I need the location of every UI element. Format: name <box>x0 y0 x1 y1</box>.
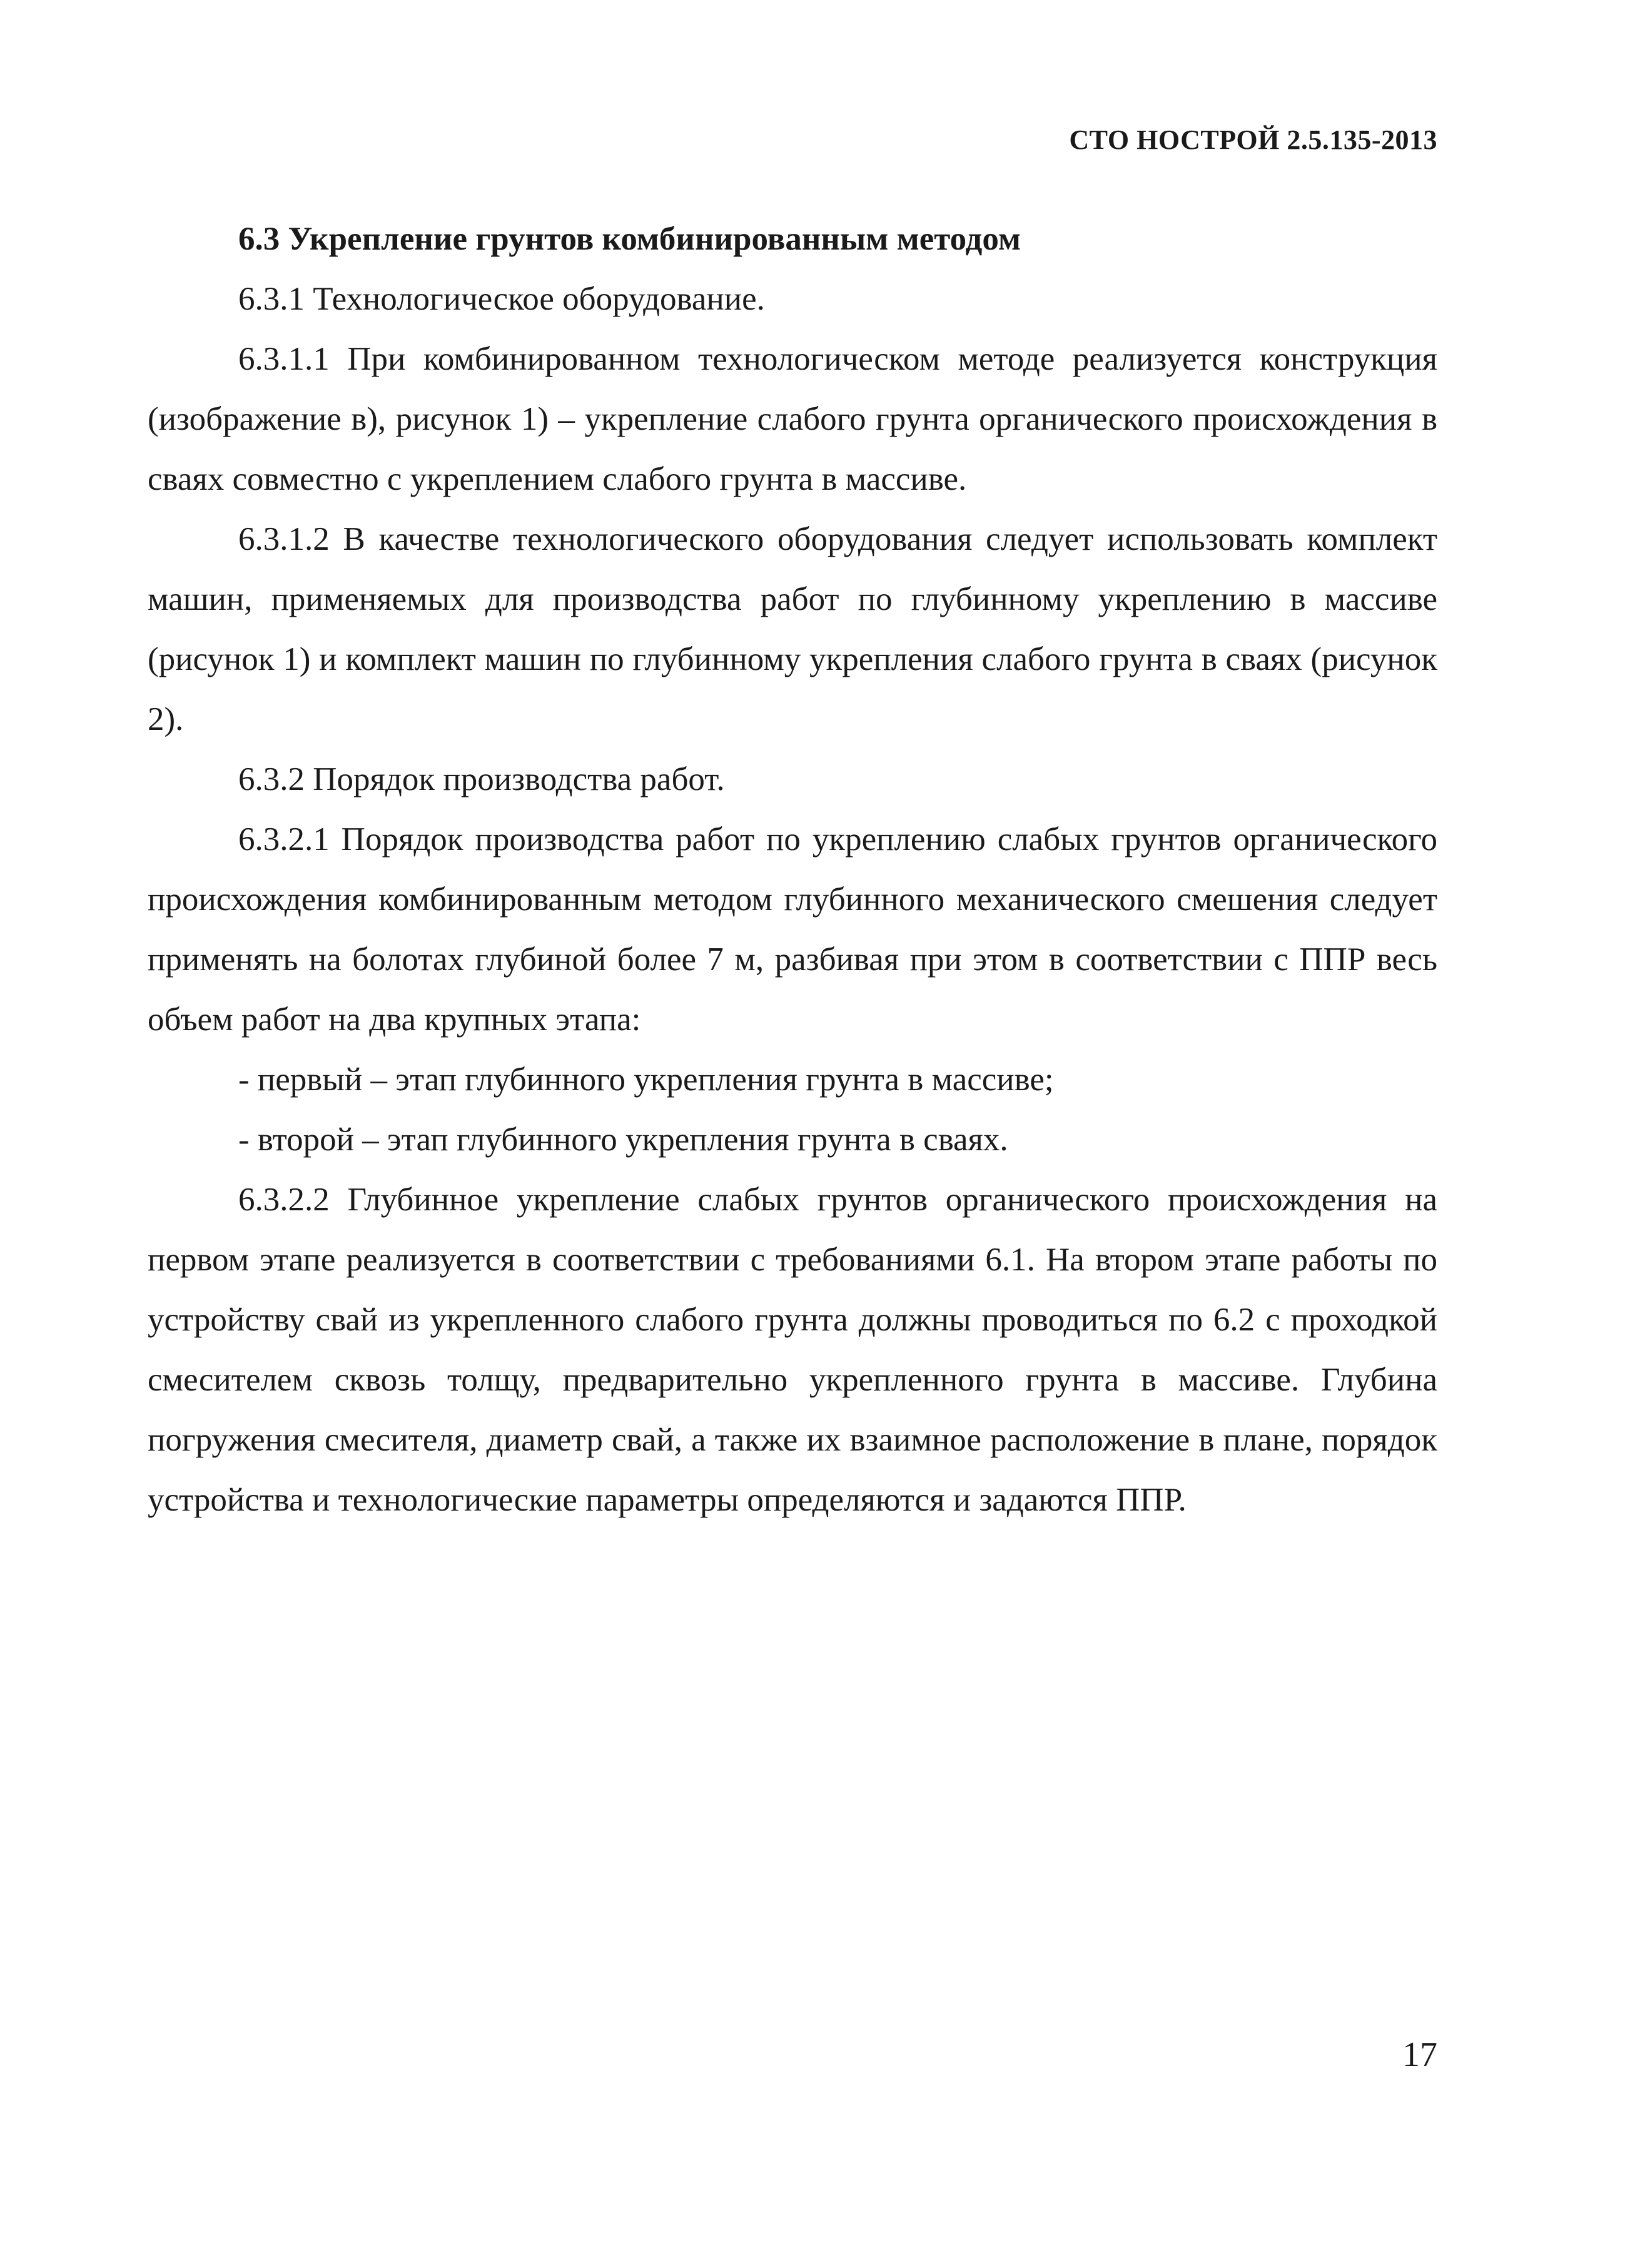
paragraph-6-3-2-1: 6.3.2.1 Порядок производства работ по укреплению слабых грунтов органического происхождения комбинированным методом глубинного механического смешения следует применять на болотах глубиной более 7 м, разбивая при этом в соответствии с ППР весь объем работ на два крупных этапа: <box>148 821 1437 1038</box>
document-code-header: СТО НОСТРОЙ 2.5.135-2013 <box>1069 124 1437 155</box>
subsection-heading-equipment: 6.3.1 Технологическое оборудование. <box>238 281 765 317</box>
paragraph-6-3-1-1: 6.3.1.1 При комбинированном технологическом методе реализуется конструкция (изображение в), рисунок 1) – укрепление слабого грунта органического происхождения в сваях совместно с укреплением слабого грунта в массиве. <box>148 341 1437 497</box>
section-body <box>148 209 1437 1530</box>
paragraph-6-3-2-2: 6.3.2.2 Глубинное укрепление слабых грунтов органического происхождения на первом этапе реализуется в соответствии с требованиями 6.1. На втором этапе работы по устройству свай из укрепленного слабого грунта должны проводиться по 6.2 с проходкой смесителем сквозь толщу, предварительно укрепленного грунта в массиве. Глубина погружения смесителя, диаметр свай, а также их взаимное расположение в плане, порядок устройства и технологические параметры определяются и задаются ППР. <box>148 1182 1437 1518</box>
list-item-second-stage: - второй – этап глубинного укрепления грунта в сваях. <box>238 1121 1008 1158</box>
list-item-first-stage: - первый – этап глубинного укрепления грунта в массиве; <box>238 1061 1054 1098</box>
paragraph-6-3-1-2: 6.3.1.2 В качестве технологического оборудования следует использовать комплект машин, применяемых для производства работ по глубинному укреплению в массиве (рисунок 1) и комплект машин по глубинному укрепления слабого грунта в сваях (рисунок 2). <box>148 521 1437 737</box>
subsection-heading-procedure: 6.3.2 Порядок производства работ. <box>238 761 725 797</box>
section-title: 6.3 Укрепление грунтов комбинированным методом <box>238 221 1021 257</box>
page-number: 17 <box>1402 2035 1437 2074</box>
